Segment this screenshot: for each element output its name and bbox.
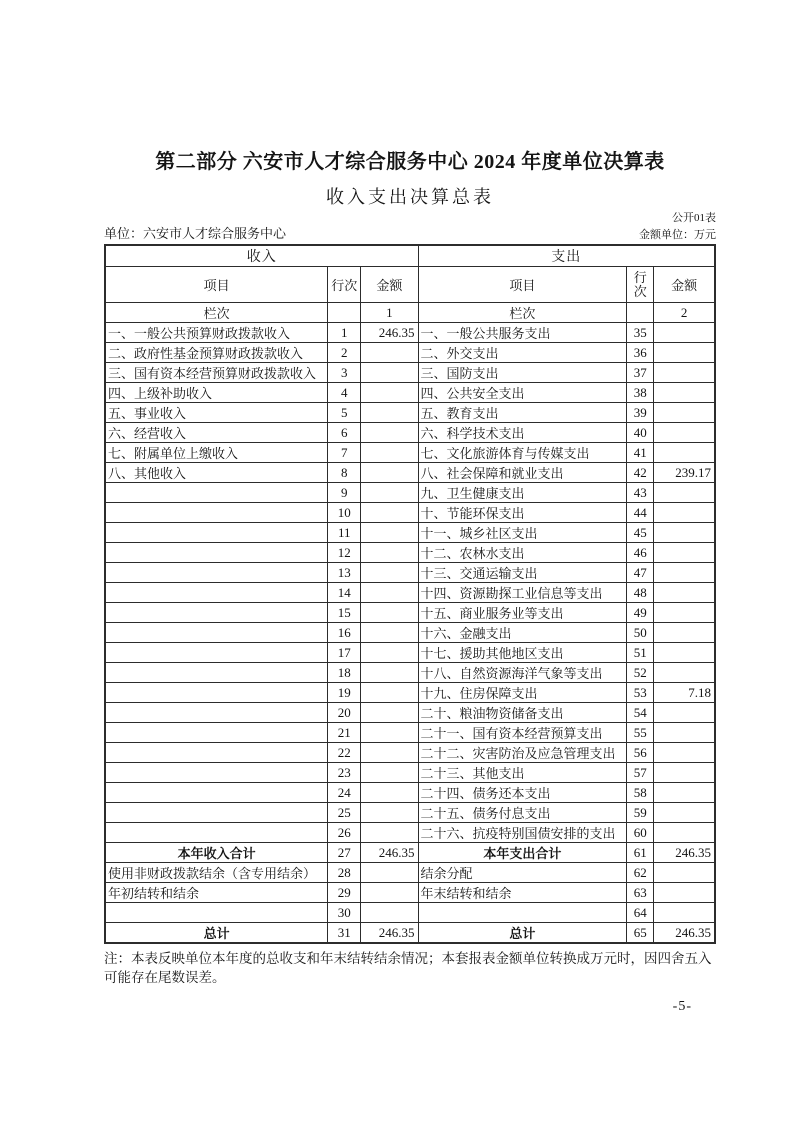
expense-amount-cell <box>654 443 715 463</box>
income-line-cell: 2 <box>328 343 361 363</box>
income-amount-cell <box>361 523 418 543</box>
table-row <box>105 323 715 343</box>
expense-column-index: 2 <box>654 303 715 323</box>
expense-section-header: 支出 <box>418 245 715 267</box>
table-row <box>105 383 715 403</box>
income-item-cell <box>105 763 328 783</box>
expense-amount-cell <box>654 883 715 903</box>
expense-amount-cell: 246.35 <box>654 923 715 944</box>
income-item-cell: 四、上级补助收入 <box>105 383 328 403</box>
expense-item-cell: 十四、资源勘探工业信息等支出 <box>418 583 627 603</box>
expense-item-cell: 二十六、抗疫特别国债安排的支出 <box>418 823 627 843</box>
income-line-cell: 3 <box>328 363 361 383</box>
expense-amount-cell <box>654 603 715 623</box>
document-page <box>104 150 716 1015</box>
expense-item-cell: 八、社会保障和就业支出 <box>418 463 627 483</box>
table-row <box>105 563 715 583</box>
meta-row <box>104 226 716 242</box>
income-item-cell <box>105 783 328 803</box>
income-item-cell: 使用非财政拨款结余（含专用结余） <box>105 863 328 883</box>
table-row <box>105 723 715 743</box>
expense-item-cell: 十六、金融支出 <box>418 623 627 643</box>
expense-item-cell: 二十三、其他支出 <box>418 763 627 783</box>
expense-item-cell: 总计 <box>418 923 627 944</box>
table-row <box>105 483 715 503</box>
table-row <box>105 883 715 903</box>
income-amount-cell <box>361 903 418 923</box>
income-line-cell: 23 <box>328 763 361 783</box>
table-row <box>105 903 715 923</box>
expense-amount-cell: 246.35 <box>654 843 715 863</box>
income-line-cell: 21 <box>328 723 361 743</box>
expense-amount-cell <box>654 583 715 603</box>
expense-amount-cell <box>654 623 715 643</box>
income-line-cell: 27 <box>328 843 361 863</box>
expense-line-cell: 62 <box>627 863 654 883</box>
expense-line-cell: 61 <box>627 843 654 863</box>
income-line-cell: 10 <box>328 503 361 523</box>
expense-line-cell: 53 <box>627 683 654 703</box>
income-amount-cell <box>361 683 418 703</box>
income-line-cell: 24 <box>328 783 361 803</box>
income-line-cell: 20 <box>328 703 361 723</box>
income-item-cell <box>105 563 328 583</box>
table-row <box>105 603 715 623</box>
income-line-cell: 25 <box>328 803 361 823</box>
income-line-cell: 8 <box>328 463 361 483</box>
expense-item-cell: 十一、城乡社区支出 <box>418 523 627 543</box>
income-line-cell: 29 <box>328 883 361 903</box>
income-amount-cell <box>361 703 418 723</box>
income-line-cell: 5 <box>328 403 361 423</box>
expense-line-cell: 54 <box>627 703 654 723</box>
expense-item-cell: 结余分配 <box>418 863 627 883</box>
income-line-cell: 31 <box>328 923 361 944</box>
income-section-header: 收入 <box>105 245 418 267</box>
expense-line-cell: 50 <box>627 623 654 643</box>
income-item-cell <box>105 683 328 703</box>
amount-unit-label: 金额单位：万元 <box>639 229 716 241</box>
income-amount-cell <box>361 883 418 903</box>
expense-amount-cell <box>654 823 715 843</box>
expense-item-cell: 十五、商业服务业等支出 <box>418 603 627 623</box>
expense-item-cell: 十二、农林水支出 <box>418 543 627 563</box>
expense-line-cell: 41 <box>627 443 654 463</box>
income-amount-cell <box>361 743 418 763</box>
expense-line-cell: 58 <box>627 783 654 803</box>
income-line-cell: 7 <box>328 443 361 463</box>
expense-amount-cell <box>654 563 715 583</box>
income-item-cell <box>105 483 328 503</box>
income-amount-cell <box>361 623 418 643</box>
income-line-cell: 30 <box>328 903 361 923</box>
income-line-cell: 18 <box>328 663 361 683</box>
expense-item-cell: 一、一般公共服务支出 <box>418 323 627 343</box>
table-row <box>105 543 715 563</box>
income-item-cell: 六、经营收入 <box>105 423 328 443</box>
income-line-cell: 6 <box>328 423 361 443</box>
income-amount-cell <box>361 723 418 743</box>
income-line-cell: 1 <box>328 323 361 343</box>
expense-item-cell: 二十四、债务还本支出 <box>418 783 627 803</box>
income-amount-cell <box>361 543 418 563</box>
document-title: 第二部分 六安市人才综合服务中心 2024 年度单位决算表 <box>155 151 665 173</box>
table-row <box>105 803 715 823</box>
expense-line-cell: 44 <box>627 503 654 523</box>
expense-line-cell: 46 <box>627 543 654 563</box>
expense-line-cell: 40 <box>627 423 654 443</box>
expense-item-header: 项目 <box>418 267 627 303</box>
expense-item-cell: 六、科学技术支出 <box>418 423 627 443</box>
expense-amount-cell <box>654 643 715 663</box>
table-row <box>105 623 715 643</box>
income-item-cell <box>105 503 328 523</box>
income-item-header: 项目 <box>105 267 328 303</box>
expense-line-cell: 63 <box>627 883 654 903</box>
expense-item-cell: 十七、援助其他地区支出 <box>418 643 627 663</box>
expense-line-header: 行次 <box>627 267 654 303</box>
income-item-cell: 本年收入合计 <box>105 843 328 863</box>
income-amount-cell <box>361 423 418 443</box>
form-number: 公开01表 <box>672 212 716 224</box>
expense-amount-header: 金额 <box>654 267 715 303</box>
income-item-cell <box>105 703 328 723</box>
expense-line-cell: 57 <box>627 763 654 783</box>
expense-line-cell: 51 <box>627 643 654 663</box>
expense-line-cell: 59 <box>627 803 654 823</box>
income-item-cell <box>105 663 328 683</box>
income-amount-cell <box>361 603 418 623</box>
income-item-cell <box>105 803 328 823</box>
expense-amount-cell <box>654 723 715 743</box>
expense-amount-cell <box>654 543 715 563</box>
expense-line-cell: 65 <box>627 923 654 944</box>
income-amount-cell <box>361 643 418 663</box>
expense-item-cell: 五、教育支出 <box>418 403 627 423</box>
expense-line-cell: 45 <box>627 523 654 543</box>
unit-name: 单位：六安市人才综合服务中心 <box>104 226 287 241</box>
table-row <box>105 703 715 723</box>
income-item-cell <box>105 743 328 763</box>
income-amount-cell: 246.35 <box>361 843 418 863</box>
expense-line-cell: 39 <box>627 403 654 423</box>
expense-item-cell: 二十一、国有资本经营预算支出 <box>418 723 627 743</box>
income-line-cell: 11 <box>328 523 361 543</box>
expense-amount-cell <box>654 423 715 443</box>
page-number: -5- <box>672 999 692 1014</box>
income-amount-cell <box>361 443 418 463</box>
expense-line-cell: 43 <box>627 483 654 503</box>
table-row <box>105 683 715 703</box>
income-amount-header: 金额 <box>361 267 418 303</box>
expense-item-cell: 二十五、债务付息支出 <box>418 803 627 823</box>
income-amount-cell <box>361 583 418 603</box>
income-amount-cell <box>361 463 418 483</box>
expense-amount-cell: 239.17 <box>654 463 715 483</box>
income-amount-cell <box>361 383 418 403</box>
income-amount-cell <box>361 563 418 583</box>
table-row <box>105 643 715 663</box>
expense-item-cell: 年末结转和结余 <box>418 883 627 903</box>
income-item-cell: 五、事业收入 <box>105 403 328 423</box>
income-line-cell: 15 <box>328 603 361 623</box>
income-item-cell <box>105 643 328 663</box>
expense-item-cell: 二十、粮油物资储备支出 <box>418 703 627 723</box>
expense-lanci-label: 栏次 <box>418 303 627 323</box>
income-item-cell: 总计 <box>105 923 328 944</box>
income-item-cell <box>105 543 328 563</box>
expense-item-cell: 十九、住房保障支出 <box>418 683 627 703</box>
expense-amount-cell <box>654 483 715 503</box>
expense-amount-cell <box>654 403 715 423</box>
income-line-cell: 14 <box>328 583 361 603</box>
income-item-cell <box>105 523 328 543</box>
income-lanci-label: 栏次 <box>105 303 328 323</box>
income-amount-cell <box>361 363 418 383</box>
income-line-cell: 13 <box>328 563 361 583</box>
expense-lanci-line-blank <box>627 303 654 323</box>
expense-line-cell: 55 <box>627 723 654 743</box>
statement-title: 收入支出决算总表 <box>326 187 494 207</box>
section-header-row <box>105 245 715 267</box>
income-item-cell <box>105 903 328 923</box>
income-amount-cell <box>361 343 418 363</box>
expense-amount-cell <box>654 863 715 883</box>
expense-item-cell: 二十二、灾害防治及应急管理支出 <box>418 743 627 763</box>
table-row <box>105 363 715 383</box>
table-row <box>105 523 715 543</box>
income-column-index: 1 <box>361 303 418 323</box>
income-item-cell <box>105 723 328 743</box>
expense-line-cell: 35 <box>627 323 654 343</box>
expense-line-cell: 49 <box>627 603 654 623</box>
income-line-cell: 26 <box>328 823 361 843</box>
income-line-cell: 16 <box>328 623 361 643</box>
income-item-cell: 年初结转和结余 <box>105 883 328 903</box>
expense-amount-cell <box>654 763 715 783</box>
income-line-cell: 17 <box>328 643 361 663</box>
table-row <box>105 423 715 443</box>
table-row <box>105 503 715 523</box>
income-amount-cell <box>361 483 418 503</box>
expense-item-cell: 十、节能环保支出 <box>418 503 627 523</box>
income-amount-cell <box>361 503 418 523</box>
income-amount-cell <box>361 783 418 803</box>
income-item-cell: 八、其他收入 <box>105 463 328 483</box>
income-amount-cell: 246.35 <box>361 323 418 343</box>
expense-item-cell <box>418 903 627 923</box>
table-row <box>105 403 715 423</box>
income-line-cell: 19 <box>328 683 361 703</box>
expense-amount-cell <box>654 903 715 923</box>
income-amount-cell <box>361 663 418 683</box>
expense-line-cell: 38 <box>627 383 654 403</box>
expense-item-cell: 本年支出合计 <box>418 843 627 863</box>
total-row <box>105 843 715 863</box>
expense-line-cell: 64 <box>627 903 654 923</box>
expense-amount-cell <box>654 383 715 403</box>
expense-amount-cell <box>654 523 715 543</box>
income-item-cell <box>105 623 328 643</box>
income-item-cell: 七、附属单位上缴收入 <box>105 443 328 463</box>
income-line-cell: 9 <box>328 483 361 503</box>
expense-amount-cell <box>654 323 715 343</box>
expense-amount-cell <box>654 783 715 803</box>
expense-item-cell: 二、外交支出 <box>418 343 627 363</box>
expense-line-cell: 56 <box>627 743 654 763</box>
income-item-cell: 一、一般公共预算财政拨款收入 <box>105 323 328 343</box>
expense-amount-cell <box>654 743 715 763</box>
expense-line-cell: 42 <box>627 463 654 483</box>
income-amount-cell <box>361 803 418 823</box>
expense-item-cell: 四、公共安全支出 <box>418 383 627 403</box>
expense-amount-cell <box>654 503 715 523</box>
income-amount-cell <box>361 403 418 423</box>
income-amount-cell: 246.35 <box>361 923 418 944</box>
table-row <box>105 463 715 483</box>
income-line-cell: 4 <box>328 383 361 403</box>
expense-line-cell: 60 <box>627 823 654 843</box>
expense-item-cell: 十八、自然资源海洋气象等支出 <box>418 663 627 683</box>
footnote: 注：本表反映单位本年度的总收支和年末结转结余情况；本套报表金额单位转换成万元时，因四舍五入可能存在尾数误差。 <box>104 951 712 985</box>
income-item-cell <box>105 823 328 843</box>
expense-line-cell: 48 <box>627 583 654 603</box>
table-body <box>105 323 715 944</box>
income-line-cell: 28 <box>328 863 361 883</box>
income-amount-cell <box>361 863 418 883</box>
income-item-cell <box>105 603 328 623</box>
table-row <box>105 743 715 763</box>
table-row <box>105 443 715 463</box>
column-header-row <box>105 267 715 303</box>
expense-item-cell: 十三、交通运输支出 <box>418 563 627 583</box>
income-line-cell: 22 <box>328 743 361 763</box>
expense-line-cell: 52 <box>627 663 654 683</box>
income-item-cell: 三、国有资本经营预算财政拨款收入 <box>105 363 328 383</box>
total-row <box>105 923 715 944</box>
expense-amount-cell <box>654 803 715 823</box>
expense-amount-cell: 7.18 <box>654 683 715 703</box>
table-row <box>105 783 715 803</box>
expense-item-cell: 九、卫生健康支出 <box>418 483 627 503</box>
expense-item-cell: 七、文化旅游体育与传媒支出 <box>418 443 627 463</box>
income-line-cell: 12 <box>328 543 361 563</box>
statement-table <box>104 244 716 944</box>
expense-item-cell: 三、国防支出 <box>418 363 627 383</box>
income-item-cell: 二、政府性基金预算财政拨款收入 <box>105 343 328 363</box>
expense-amount-cell <box>654 663 715 683</box>
expense-amount-cell <box>654 703 715 723</box>
income-lanci-line-blank <box>328 303 361 323</box>
table-row <box>105 583 715 603</box>
expense-line-cell: 47 <box>627 563 654 583</box>
expense-line-cell: 36 <box>627 343 654 363</box>
income-item-cell <box>105 583 328 603</box>
expense-amount-cell <box>654 363 715 383</box>
expense-line-cell: 37 <box>627 363 654 383</box>
income-amount-cell <box>361 823 418 843</box>
income-line-header: 行次 <box>328 267 361 303</box>
table-row <box>105 663 715 683</box>
expense-amount-cell <box>654 343 715 363</box>
income-amount-cell <box>361 763 418 783</box>
table-row <box>105 863 715 883</box>
table-row <box>105 823 715 843</box>
table-row <box>105 763 715 783</box>
table-row <box>105 343 715 363</box>
column-index-row <box>105 303 715 323</box>
